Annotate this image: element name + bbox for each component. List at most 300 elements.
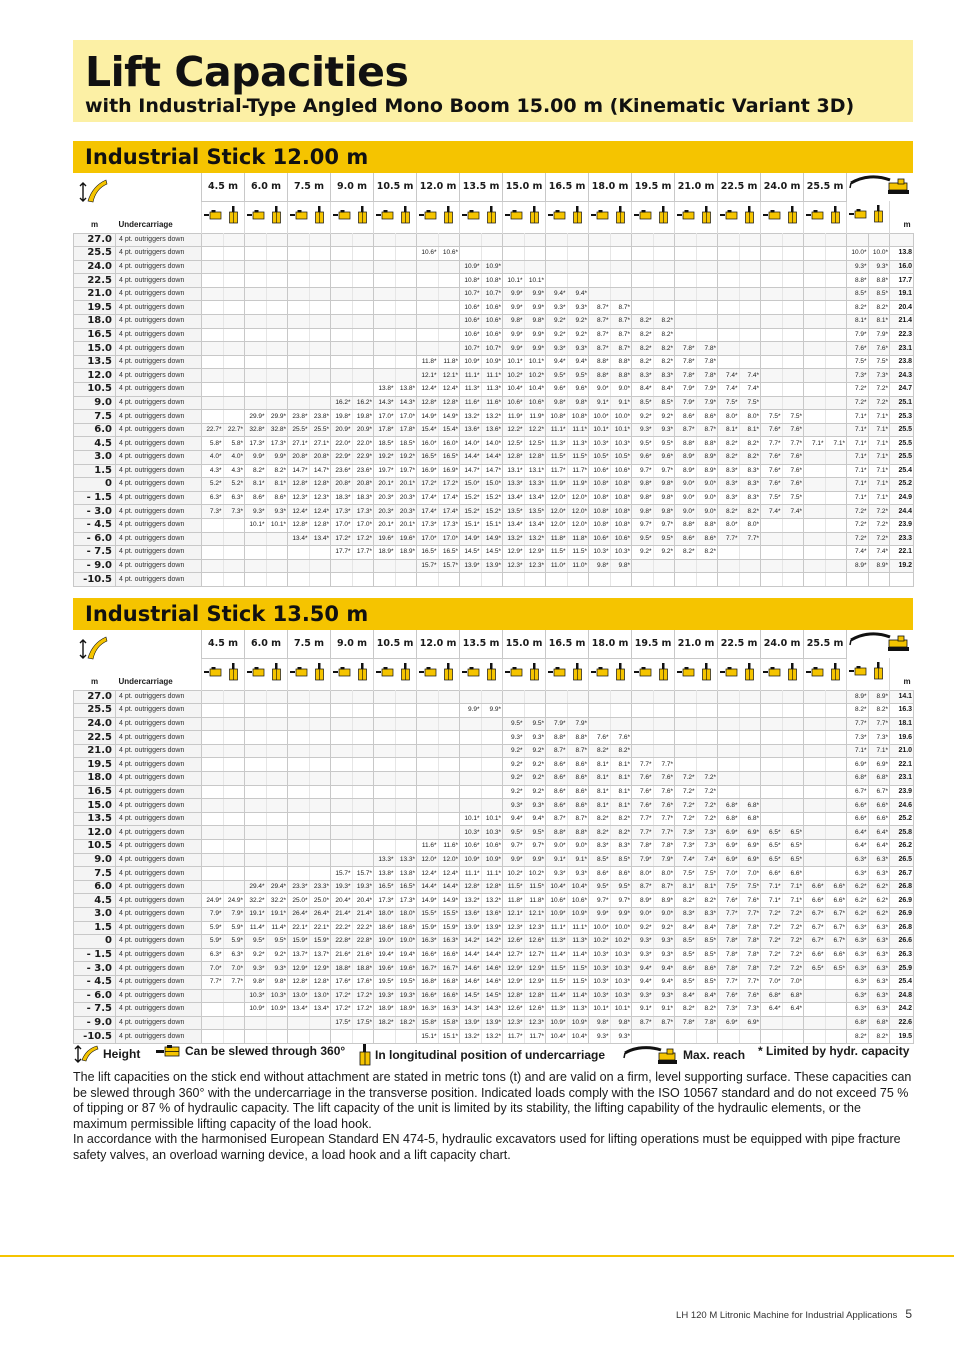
capacity-cell: 7.9*	[675, 383, 697, 397]
capacity-cell: 9.8*	[610, 559, 632, 573]
capacity-cell	[266, 1016, 288, 1030]
capacity-cell: 9.4*	[653, 975, 675, 989]
longitudinal-column-header	[696, 201, 718, 233]
capacity-cell: 9.5*	[589, 880, 611, 894]
capacity-cell: 9.5*	[567, 369, 589, 383]
max-reach-cell: 7.3*	[868, 731, 890, 745]
capacity-cell: 19.4*	[374, 948, 396, 962]
capacity-cell	[288, 355, 310, 369]
distance-header: 22.5 m	[718, 630, 761, 658]
capacity-cell	[202, 369, 224, 383]
capacity-cell	[352, 758, 374, 772]
capacity-cell: 8.1*	[589, 785, 611, 799]
capacity-cell: 11.8*	[567, 532, 589, 546]
capacity-cell: 9.3*	[632, 989, 654, 1003]
capacity-cell	[223, 410, 245, 424]
capacity-cell	[417, 731, 439, 745]
capacity-cell: 8.8*	[610, 369, 632, 383]
capacity-cell	[610, 287, 632, 301]
capacity-cell: 22.9*	[352, 451, 374, 465]
capacity-cell: 19.6*	[374, 962, 396, 976]
capacity-cell	[309, 744, 331, 758]
capacity-cell: 12.8*	[460, 880, 482, 894]
capacity-cell: 11.8*	[417, 355, 439, 369]
capacity-cell: 10.2*	[503, 369, 525, 383]
capacity-cell: 10.3*	[610, 962, 632, 976]
capacity-cell	[309, 758, 331, 772]
capacity-cell: 8.1*	[718, 423, 740, 437]
capacity-cell: 5.2*	[223, 478, 245, 492]
capacity-cell: 14.7*	[481, 464, 503, 478]
capacity-cell	[675, 704, 697, 718]
height-icon	[78, 634, 108, 662]
capacity-cell	[309, 369, 331, 383]
longitudinal-icon	[788, 663, 797, 681]
capacity-cell: 7.0*	[782, 975, 804, 989]
slew-360-icon	[849, 666, 867, 676]
capacity-cell: 16.7*	[438, 962, 460, 976]
capacity-cell	[223, 315, 245, 329]
distance-header: 21.0 m	[675, 173, 718, 201]
capacity-cell	[288, 274, 310, 288]
capacity-cell: 19.3*	[352, 880, 374, 894]
slew-column-header	[632, 201, 654, 233]
capacity-cell	[309, 772, 331, 786]
capacity-cell	[223, 758, 245, 772]
capacity-cell	[266, 690, 288, 704]
capacity-cell	[524, 690, 546, 704]
row-undercarriage: 4 pt. outriggers down	[116, 799, 202, 813]
capacity-cell	[782, 690, 804, 704]
capacity-cell: 17.2*	[352, 1003, 374, 1017]
max-reach-cell: 8.2*	[847, 1030, 869, 1044]
capacity-cell: 8.8*	[589, 355, 611, 369]
capacity-cell: 15.4*	[438, 423, 460, 437]
capacity-cell: 10.8*	[546, 410, 568, 424]
capacity-cell	[825, 744, 847, 758]
slew-column-header	[331, 201, 353, 233]
capacity-cell: 7.0*	[223, 962, 245, 976]
capacity-cell: 8.7*	[546, 812, 568, 826]
table-row	[74, 935, 914, 949]
capacity-cell: 12.8*	[309, 478, 331, 492]
legend-height-label: Height	[103, 1047, 141, 1061]
max-reach-cell: 24.6	[890, 799, 914, 813]
capacity-cell	[309, 690, 331, 704]
capacity-cell: 20.8*	[309, 451, 331, 465]
max-reach-cell: 7.1*	[868, 423, 890, 437]
capacity-cell: 14.5*	[481, 989, 503, 1003]
capacity-cell: 7.2*	[761, 935, 783, 949]
capacity-cell: 27.1*	[309, 437, 331, 451]
capacity-cell: 12.9*	[309, 962, 331, 976]
section-title-text: Industrial Stick 13.50 m	[85, 602, 369, 626]
capacity-cell: 19.8*	[331, 410, 353, 424]
capacity-cell: 8.4*	[632, 383, 654, 397]
capacity-cell: 22.7*	[223, 423, 245, 437]
capacity-cell: 6.6*	[825, 880, 847, 894]
capacity-cell: 7.6*	[653, 799, 675, 813]
lift-capacity-table-stick-12	[73, 173, 914, 587]
capacity-cell: 9.1*	[653, 1003, 675, 1017]
capacity-cell: 10.6*	[417, 247, 439, 261]
capacity-cell: 19.1*	[266, 908, 288, 922]
capacity-cell: 13.6*	[460, 908, 482, 922]
capacity-cell: 11.1*	[481, 867, 503, 881]
capacity-cell: 16.5*	[374, 880, 396, 894]
capacity-cell: 10.6*	[460, 301, 482, 315]
capacity-cell	[653, 690, 675, 704]
capacity-cell: 9.9*	[245, 451, 267, 465]
max-reach-cell: 7.2*	[868, 532, 890, 546]
max-reach-cell: 6.4*	[847, 826, 869, 840]
capacity-cell	[288, 396, 310, 410]
capacity-cell	[374, 369, 396, 383]
table-row	[74, 260, 914, 274]
capacity-cell: 7.2*	[675, 799, 697, 813]
capacity-cell: 17.3*	[395, 894, 417, 908]
capacity-cell: 7.5*	[718, 880, 740, 894]
capacity-cell: 8.2*	[653, 328, 675, 342]
capacity-cell: 20.8*	[352, 478, 374, 492]
max-reach-cell: 8.2*	[868, 301, 890, 315]
slew-360-icon	[247, 210, 265, 220]
capacity-cell: 12.5*	[524, 437, 546, 451]
capacity-cell: 8.6*	[266, 491, 288, 505]
max-reach-cell: 7.1*	[847, 744, 869, 758]
longitudinal-icon	[229, 663, 238, 681]
capacity-cell: 8.2*	[632, 315, 654, 329]
table-row	[74, 826, 914, 840]
capacity-cell	[825, 975, 847, 989]
capacity-cell	[223, 880, 245, 894]
capacity-cell: 12.7*	[524, 948, 546, 962]
capacity-cell: 7.8*	[696, 1016, 718, 1030]
capacity-cell	[718, 233, 740, 247]
max-reach-cell	[868, 573, 890, 587]
capacity-cell	[417, 315, 439, 329]
capacity-cell: 7.8*	[675, 342, 697, 356]
table-row	[74, 880, 914, 894]
capacity-cell: 8.3*	[632, 369, 654, 383]
max-reach-cell: 7.9*	[847, 328, 869, 342]
row-height-value: - 1.5	[74, 491, 116, 505]
capacity-cell	[309, 342, 331, 356]
capacity-cell	[761, 573, 783, 587]
capacity-cell: 7.6*	[761, 478, 783, 492]
capacity-cell	[610, 704, 632, 718]
capacity-cell	[739, 559, 761, 573]
capacity-cell	[739, 758, 761, 772]
capacity-cell: 6.6*	[804, 894, 826, 908]
capacity-cell: 17.3*	[352, 505, 374, 519]
capacity-cell: 8.2*	[589, 744, 611, 758]
capacity-cell	[761, 383, 783, 397]
capacity-cell: 10.1*	[524, 355, 546, 369]
slew-column-header	[804, 658, 826, 690]
capacity-cell	[331, 731, 353, 745]
capacity-cell: 7.6*	[632, 785, 654, 799]
capacity-cell	[718, 342, 740, 356]
row-height-value: 1.5	[74, 464, 116, 478]
max-reach-cell: 7.7*	[868, 717, 890, 731]
capacity-cell: 10.2*	[503, 867, 525, 881]
capacity-cell: 19.0*	[395, 935, 417, 949]
capacity-cell	[331, 247, 353, 261]
capacity-cell	[223, 396, 245, 410]
max-reach-cell: 6.6*	[847, 812, 869, 826]
capacity-cell	[288, 233, 310, 247]
capacity-cell: 13.2*	[503, 532, 525, 546]
capacity-cell	[782, 772, 804, 786]
capacity-cell	[825, 423, 847, 437]
capacity-cell: 17.4*	[417, 505, 439, 519]
capacity-cell	[223, 840, 245, 854]
capacity-cell	[825, 478, 847, 492]
distance-header: 13.5 m	[460, 630, 503, 658]
capacity-cell: 11.3*	[546, 1003, 568, 1017]
capacity-cell	[245, 853, 267, 867]
capacity-cell: 24.9*	[223, 894, 245, 908]
capacity-cell	[288, 573, 310, 587]
capacity-cell: 14.2*	[460, 935, 482, 949]
capacity-cell	[395, 744, 417, 758]
capacity-cell: 11.5*	[567, 962, 589, 976]
section-title-stick-12	[73, 141, 913, 173]
capacity-cell: 11.5*	[503, 880, 525, 894]
row-height-value: - 3.0	[74, 962, 116, 976]
max-reach-cell: 19.2	[890, 559, 914, 573]
capacity-cell: 14.9*	[481, 532, 503, 546]
capacity-cell: 6.6*	[825, 894, 847, 908]
legend-slew-label: Can be slewed through 360°	[185, 1044, 346, 1058]
capacity-cell: 8.4*	[696, 921, 718, 935]
capacity-cell: 12.4*	[438, 383, 460, 397]
capacity-cell: 6.5*	[804, 962, 826, 976]
longitudinal-column-header	[524, 201, 546, 233]
capacity-cell: 19.4*	[395, 948, 417, 962]
capacity-cell	[675, 744, 697, 758]
capacity-cell: 9.8*	[632, 505, 654, 519]
row-undercarriage: 4 pt. outriggers down	[116, 731, 202, 745]
max-reach-cell	[847, 573, 869, 587]
row-undercarriage: 4 pt. outriggers down	[116, 894, 202, 908]
capacity-cell	[524, 260, 546, 274]
capacity-cell	[610, 717, 632, 731]
capacity-cell: 5.8*	[202, 437, 224, 451]
capacity-cell	[761, 532, 783, 546]
capacity-cell: 7.7*	[653, 826, 675, 840]
capacity-cell: 10.3*	[481, 826, 503, 840]
capacity-cell: 13.1*	[503, 464, 525, 478]
capacity-cell: 26.4*	[309, 908, 331, 922]
capacity-cell: 8.2*	[589, 826, 611, 840]
capacity-cell: 10.4*	[567, 880, 589, 894]
capacity-cell	[825, 532, 847, 546]
capacity-cell: 7.5*	[761, 491, 783, 505]
capacity-cell: 9.3*	[266, 962, 288, 976]
capacity-cell: 10.6*	[481, 315, 503, 329]
capacity-cell: 8.5*	[589, 853, 611, 867]
capacity-cell: 11.1*	[567, 921, 589, 935]
capacity-cell: 9.3*	[567, 342, 589, 356]
capacity-cell	[761, 233, 783, 247]
max-reach-cell: 6.9*	[847, 758, 869, 772]
capacity-cell: 7.8*	[653, 840, 675, 854]
max-reach-cell: 19.1	[890, 287, 914, 301]
capacity-cell: 12.1*	[438, 369, 460, 383]
capacity-cell	[438, 260, 460, 274]
row-undercarriage: 4 pt. outriggers down	[116, 948, 202, 962]
capacity-cell	[761, 717, 783, 731]
capacity-cell	[288, 328, 310, 342]
capacity-cell: 9.1*	[610, 396, 632, 410]
capacity-cell: 9.8*	[503, 315, 525, 329]
capacity-cell	[761, 355, 783, 369]
capacity-cell	[202, 573, 224, 587]
max-reach-cell: 25.2	[890, 478, 914, 492]
capacity-cell: 17.2*	[331, 532, 353, 546]
capacity-cell	[610, 274, 632, 288]
capacity-cell: 10.0*	[610, 410, 632, 424]
capacity-cell: 10.2*	[524, 867, 546, 881]
capacity-cell: 11.1*	[460, 867, 482, 881]
capacity-cell	[395, 772, 417, 786]
capacity-cell	[395, 704, 417, 718]
capacity-cell: 11.8*	[524, 894, 546, 908]
capacity-cell: 9.3*	[632, 935, 654, 949]
capacity-cell: 12.4*	[288, 505, 310, 519]
capacity-cell	[696, 315, 718, 329]
capacity-cell: 19.7*	[395, 464, 417, 478]
capacity-cell	[352, 369, 374, 383]
capacity-cell	[395, 315, 417, 329]
longitudinal-icon	[573, 663, 582, 681]
longitudinal-icon	[788, 206, 797, 224]
capacity-cell: 8.7*	[653, 880, 675, 894]
capacity-cell: 8.6*	[245, 491, 267, 505]
capacity-cell: 8.6*	[696, 410, 718, 424]
capacity-cell	[804, 423, 826, 437]
capacity-cell: 8.6*	[696, 962, 718, 976]
capacity-cell: 7.7*	[718, 975, 740, 989]
capacity-cell	[395, 369, 417, 383]
capacity-cell	[782, 758, 804, 772]
capacity-cell: 13.3*	[503, 478, 525, 492]
capacity-cell	[245, 355, 267, 369]
capacity-cell	[524, 704, 546, 718]
capacity-cell: 4.3*	[202, 464, 224, 478]
capacity-cell: 7.2*	[675, 812, 697, 826]
capacity-cell	[610, 573, 632, 587]
capacity-cell: 10.9*	[546, 1016, 568, 1030]
row-undercarriage: 4 pt. outriggers down	[116, 744, 202, 758]
capacity-cell: 10.5*	[589, 451, 611, 465]
capacity-cell	[266, 274, 288, 288]
capacity-cell: 7.2*	[761, 962, 783, 976]
capacity-cell: 12.3*	[309, 491, 331, 505]
capacity-cell	[739, 233, 761, 247]
capacity-cell: 8.7*	[567, 744, 589, 758]
longitudinal-icon	[487, 206, 496, 224]
row-undercarriage: 4 pt. outriggers down	[116, 1016, 202, 1030]
height-icon	[73, 1044, 99, 1064]
capacity-cell	[825, 758, 847, 772]
capacity-cell: 9.4*	[546, 287, 568, 301]
capacity-cell	[374, 342, 396, 356]
capacity-cell: 7.8*	[739, 921, 761, 935]
capacity-cell: 12.3*	[524, 921, 546, 935]
capacity-cell: 8.5*	[675, 935, 697, 949]
capacity-cell: 9.4*	[567, 287, 589, 301]
capacity-cell: 11.1*	[546, 921, 568, 935]
capacity-cell: 9.2*	[503, 758, 525, 772]
capacity-cell: 11.0*	[546, 559, 568, 573]
capacity-cell: 9.8*	[266, 975, 288, 989]
max-reach-cell: 25.1	[890, 396, 914, 410]
capacity-cell	[352, 274, 374, 288]
capacity-cell: 9.2*	[632, 410, 654, 424]
capacity-cell	[675, 758, 697, 772]
capacity-cell	[567, 690, 589, 704]
capacity-cell	[223, 812, 245, 826]
capacity-cell: 10.6*	[481, 840, 503, 854]
capacity-cell	[266, 744, 288, 758]
row-undercarriage: 4 pt. outriggers down	[116, 301, 202, 315]
capacity-cell	[503, 704, 525, 718]
capacity-cell	[675, 717, 697, 731]
capacity-cell: 9.9*	[589, 908, 611, 922]
table-row	[74, 704, 914, 718]
capacity-cell	[696, 559, 718, 573]
capacity-cell	[804, 342, 826, 356]
capacity-cell	[782, 717, 804, 731]
capacity-cell	[546, 274, 568, 288]
page-title: Lift Capacities	[85, 48, 409, 96]
capacity-cell: 9.2*	[632, 921, 654, 935]
capacity-cell: 12.1*	[417, 369, 439, 383]
max-reach-cell: 7.1*	[847, 491, 869, 505]
capacity-cell: 10.1*	[589, 1003, 611, 1017]
capacity-cell	[524, 573, 546, 587]
capacity-cell: 13.8*	[374, 867, 396, 881]
capacity-cell	[825, 704, 847, 718]
max-reach-cell: 24.9	[890, 491, 914, 505]
table-row	[74, 867, 914, 881]
capacity-cell	[761, 546, 783, 560]
capacity-cell: 18.6*	[374, 921, 396, 935]
capacity-cell: 9.0*	[632, 908, 654, 922]
capacity-cell	[245, 867, 267, 881]
capacity-cell	[804, 287, 826, 301]
row-height-value: - 4.5	[74, 975, 116, 989]
capacity-cell: 9.3*	[567, 867, 589, 881]
distance-header: 15.0 m	[503, 630, 546, 658]
max-reach-cell: 7.6*	[847, 342, 869, 356]
capacity-cell: 10.1*	[481, 812, 503, 826]
height-icon-cell	[74, 630, 202, 690]
max-reach-cell: 7.1*	[868, 464, 890, 478]
capacity-cell: 7.7*	[718, 908, 740, 922]
capacity-cell	[202, 342, 224, 356]
capacity-cell	[718, 247, 740, 261]
capacity-cell	[761, 260, 783, 274]
capacity-cell: 6.8*	[739, 812, 761, 826]
capacity-cell: 8.1*	[589, 772, 611, 786]
capacity-cell: 8.3*	[718, 464, 740, 478]
capacity-cell: 18.2*	[374, 1016, 396, 1030]
capacity-cell: 9.1*	[589, 396, 611, 410]
